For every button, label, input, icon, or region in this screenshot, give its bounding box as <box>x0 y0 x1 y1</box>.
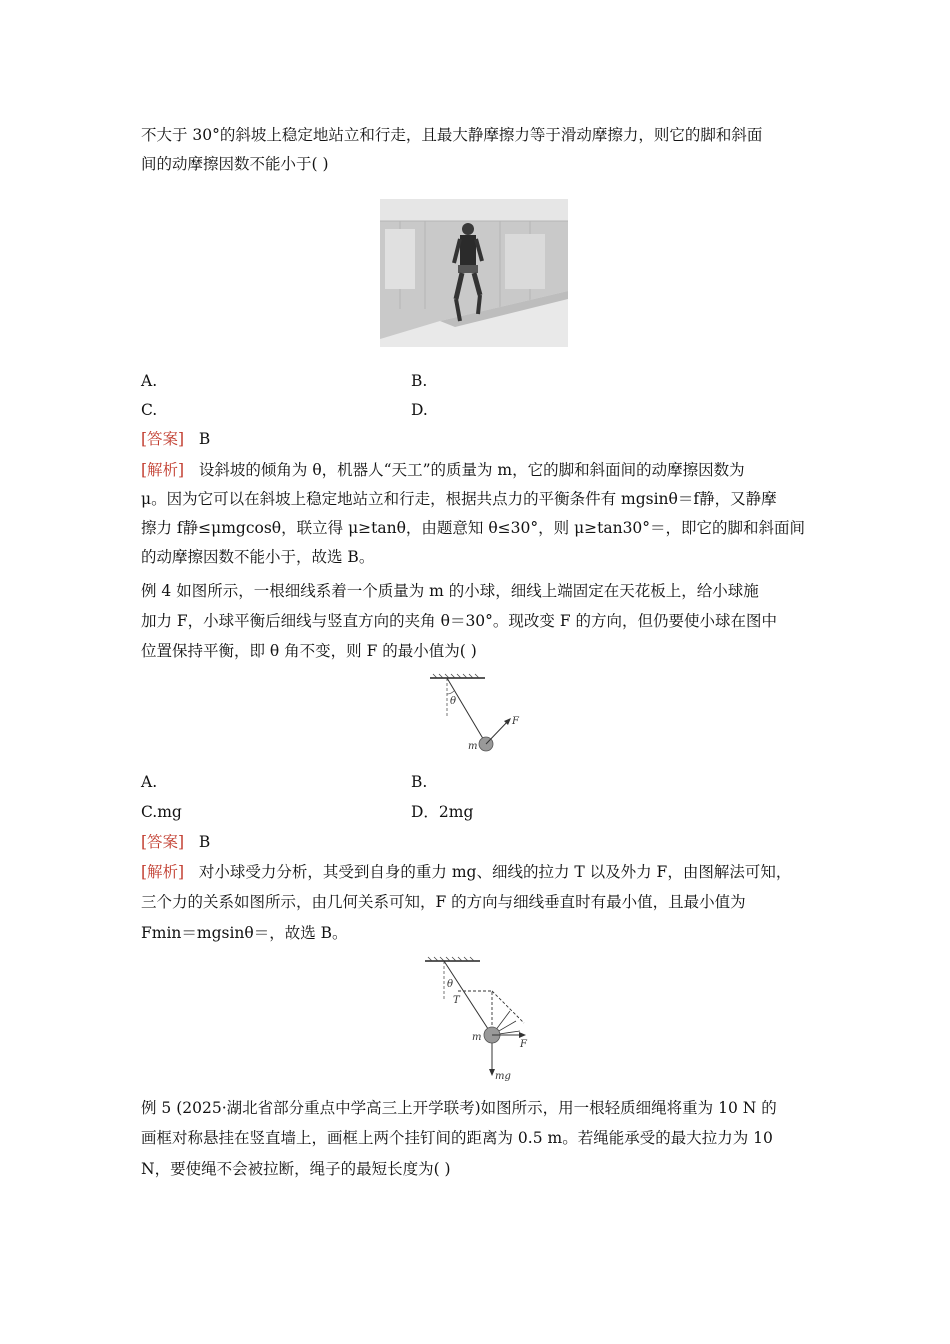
answer-value: B <box>198 833 211 851</box>
q4-force-triangle-figure <box>420 955 540 1085</box>
fig-F-label: F <box>512 716 519 727</box>
analysis-text: 对小球受力分析，其受到自身的重力 mg、细线的拉力 T 以及外力 F，由图解法可知， <box>198 863 792 881</box>
q3-analysis-line-2: μ。因为它可以在斜坡上稳定地站立和行走，根据共点力的平衡条件有 mgsinθ＝f静，又静摩 <box>141 490 777 508</box>
answer-tag: [答案] <box>141 833 185 851</box>
q4-option-d: D．2mg <box>411 803 474 821</box>
fig2-theta-label: θ <box>447 979 454 990</box>
q3-option-d: D. <box>411 401 428 419</box>
q3-analysis-line-4: 的动摩擦因数不能小于，故选 B。 <box>141 548 375 566</box>
q3-stem-line-1: 不大于 30°的斜坡上稳定地站立和行走，且最大静摩擦力等于滑动摩擦力，则它的脚和斜面 <box>141 126 763 144</box>
fig2-F-label: F <box>520 1039 527 1050</box>
q3-option-c: C. <box>141 401 158 419</box>
q4-option-a: A. <box>141 773 158 791</box>
fig2-mg-label: mg <box>495 1071 511 1082</box>
q5-stem-line-1: 例 5 (2025·湖北省部分重点中学高三上开学联考)如图所示，用一根轻质细绳将重为 10 N 的 <box>141 1099 777 1117</box>
q3-option-a: A. <box>141 372 158 390</box>
analysis-text: 设斜坡的倾角为 θ，机器人“天工”的质量为 m，它的脚和斜面间的动摩擦因数为 <box>198 461 745 479</box>
q4-stem-line-3: 位置保持平衡，即 θ 角不变，则 F 的最小值为( ) <box>141 642 477 660</box>
q4-analysis-line-2: 三个力的关系如图所示，由几何关系可知，F 的方向与细线垂直时有最小值，且最小值为 <box>141 893 746 911</box>
fig-theta-label: θ <box>450 696 457 707</box>
q4-analysis-line-1 <box>141 861 791 883</box>
fig2-m-label: m <box>472 1032 482 1043</box>
q3-option-b: B. <box>411 372 428 390</box>
q4-answer <box>141 831 210 853</box>
fig-m-label: m <box>468 741 478 752</box>
q4-stem-line-1: 例 4 如图所示，一根细线系着一个质量为 m 的小球，细线上端固定在天花板上，给小球施 <box>141 582 759 600</box>
q5-stem-line-3: N，要使绳不会被拉断，绳子的最短长度为( ) <box>141 1160 451 1178</box>
q3-stem-line-2: 间的动摩擦因数不能小于( ) <box>141 155 329 173</box>
answer-tag: [答案] <box>141 430 185 448</box>
q4-analysis-line-3: Fmin＝mgsinθ＝，故选 B。 <box>141 924 348 942</box>
q4-option-c: C.mg <box>141 803 182 821</box>
analysis-tag: [解析] <box>141 461 185 479</box>
q4-pendulum-figure <box>425 672 535 758</box>
q3-answer <box>141 428 210 450</box>
q5-stem-line-2: 画框对称悬挂在竖直墙上，画框上两个挂钉间的距离为 0.5 m。若绳能承受的最大拉力为 10 <box>141 1129 773 1147</box>
q3-analysis-line-1 <box>141 459 745 481</box>
q3-analysis-line-3: 擦力 f静≤μmgcosθ，联立得 μ≥tanθ，由题意知 θ≤30°，则 μ≥tan30°＝，即它的脚和斜面间 <box>141 519 806 537</box>
analysis-tag: [解析] <box>141 863 185 881</box>
robot-slope-photo <box>380 199 568 347</box>
answer-value: B <box>198 430 211 448</box>
fig2-T-label: T <box>453 995 460 1006</box>
q4-stem-line-2: 加力 F，小球平衡后细线与竖直方向的夹角 θ＝30°。现改变 F 的方向，但仍要使小球在图中 <box>141 612 778 630</box>
q4-option-b: B. <box>411 773 428 791</box>
